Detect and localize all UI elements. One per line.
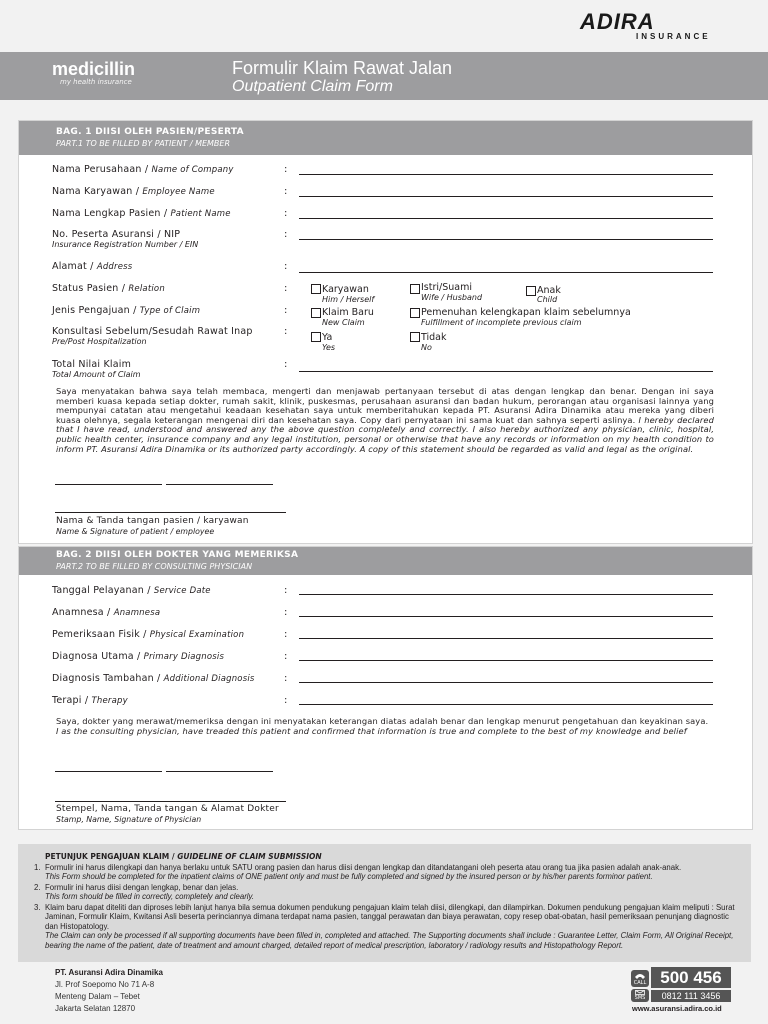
part1-title: BAG. 1 DIISI OLEH PASIEN/PESERTA <box>56 127 244 137</box>
part2-header <box>19 547 752 575</box>
field-label-anamnesa <box>52 607 160 618</box>
field-label-text: Pemeriksaan Fisik / <box>52 629 150 640</box>
colon: : <box>284 607 288 618</box>
therapy-field[interactable] <box>299 704 713 705</box>
patient-place-field[interactable] <box>55 484 162 485</box>
field-label-text: Diagnosa Utama / <box>52 651 144 662</box>
colon: : <box>284 229 288 240</box>
primary-diagnosis-field[interactable] <box>299 660 713 661</box>
status-child-label: Anak <box>537 285 561 296</box>
field-label-en: Additional Diagnosis <box>163 674 255 684</box>
physician-statement <box>56 717 714 736</box>
guideline-number: 2. <box>34 883 41 892</box>
phone-icon <box>631 970 649 987</box>
status-child-checkbox[interactable] <box>526 286 536 296</box>
guideline-text: Formulir ini harus dilengkapi dan hanya berlaku untuk SATU orang pasien dan harus diisi dengan lengkap dan ditandatangani oleh peserta atau orang tua jika pasien adalah anak-anak. <box>45 863 682 872</box>
status-spouse-label: Istri/Suami <box>421 282 472 293</box>
field-label-company <box>52 164 234 175</box>
field-label-patient <box>52 208 231 219</box>
field-label-physical-exam <box>52 629 244 640</box>
field-label-en: Name of Company <box>151 165 234 175</box>
claim-new-checkbox[interactable] <box>311 308 321 318</box>
status-employee-checkbox[interactable] <box>311 284 321 294</box>
footer-address-line: Jakarta Selatan 12870 <box>55 1004 136 1013</box>
claim-guidelines <box>18 844 751 962</box>
part1-title-en: PART.1 TO BE FILLED BY PATIENT / MEMBER <box>56 139 231 148</box>
physician-date-field[interactable] <box>166 771 273 772</box>
colon: : <box>284 359 288 370</box>
colon: : <box>284 283 288 294</box>
field-label-text: Nama Karyawan / <box>52 186 143 197</box>
call-label: CALL <box>633 980 647 986</box>
website-link[interactable]: www.asuransi.adira.co.id <box>632 1004 722 1013</box>
field-label-text: Alamat / <box>52 261 97 272</box>
footer-company: PT. Asuransi Adira Dinamika <box>55 968 163 977</box>
guideline-item <box>34 883 740 902</box>
field-label-en: Address <box>96 262 133 272</box>
patient-signature-label: Nama & Tanda tangan pasien / karyawan <box>56 516 249 526</box>
field-label-en: Physical Examination <box>149 630 245 640</box>
field-label-address <box>52 261 132 272</box>
medicillin-logo-sub: my health insurance <box>60 78 132 86</box>
form-title-en: Outpatient Claim Form <box>232 78 393 95</box>
physician-signature-field[interactable] <box>55 801 286 802</box>
guideline-text-en: The Claim can only be processed if all supporting documents have been filled in, completed and attached. The Supporting documents shall include : Guarantee Letter, Claim Form, All Original Receipt, bearing the name of the patient, date of treatment and amount charged, detailed report of medical prescription, laboratory / radiology results and Histopathology Report. <box>45 931 734 950</box>
colon: : <box>284 695 288 706</box>
patient-statement-en: I hereby declared that I have read, understood and answered any the above question completely and correctly. I also hereby authorized any physician, clinic, hospital, public health center, insurance company and any legal institution, personal or otherwise that have any records or information on my health condition to inform PT. Asuransi Adira Dinamika or its authorized party accordingly. A copy of this statement should be regarded as valid and legal as the original. <box>56 414 714 454</box>
adira-logo-sub: INSURANCE <box>636 32 711 41</box>
colon: : <box>284 186 288 197</box>
claim-new-label: Klaim Baru <box>322 307 374 318</box>
adira-logo-text: ADIRA <box>580 9 655 34</box>
colon: : <box>284 208 288 219</box>
claim-fulfillment-label: Pemenuhan kelengkapan klaim sebelumnya <box>421 307 631 318</box>
total-claim-field[interactable] <box>299 371 713 372</box>
footer-address-line: Jl. Prof Soepomo No 71 A-8 <box>55 980 155 989</box>
status-child-label-en: Child <box>537 295 558 304</box>
footer-address-line: Menteng Dalam – Tebet <box>55 992 140 1001</box>
consult-yes-label: Ya <box>322 332 333 343</box>
field-label-en: Relation <box>128 284 165 294</box>
status-employee-label-en: Him / Herself <box>322 295 375 304</box>
medicillin-logo-text: medicillin <box>52 59 136 79</box>
consult-no-label: Tidak <box>421 332 447 343</box>
guidelines-title-en: GUIDELINE OF CLAIM SUBMISSION <box>177 852 322 861</box>
part2-card <box>18 546 753 830</box>
field-label-text: Terapi / <box>52 695 92 706</box>
field-label-en: Service Date <box>153 586 211 596</box>
colon: : <box>284 305 288 316</box>
field-label-en: Employee Name <box>142 187 215 197</box>
part1-card <box>18 120 753 544</box>
consult-no-checkbox[interactable] <box>410 332 420 342</box>
address-field[interactable] <box>299 272 713 273</box>
field-label-primary-diagnosis <box>52 651 224 662</box>
status-spouse-label-en: Wife / Husband <box>421 293 483 302</box>
employee-name-field[interactable] <box>299 196 713 197</box>
physician-statement-id: Saya, dokter yang merawat/memeriksa dengan ini menyatakan keterangan diatas adalah benar dan lengkap menurut pengetahuan dan keyakinan saya. <box>56 716 709 726</box>
field-label-insurance-number-en: Insurance Registration Number / EIN <box>52 240 199 249</box>
anamnesa-field[interactable] <box>299 616 713 617</box>
guideline-text-en: This Form should be completed for the inpatient claims of ONE patient only and must be fully completed and signed by the insured person or by his/her parents forminor patient. <box>45 872 653 882</box>
call-center-number[interactable]: 500 456 <box>651 967 731 988</box>
consult-yes-checkbox[interactable] <box>311 332 321 342</box>
claim-new-label-en: New Claim <box>322 318 365 327</box>
patient-statement <box>56 387 714 454</box>
patient-name-field[interactable] <box>299 218 713 219</box>
part2-title-en: PART.2 TO BE FILLED BY CONSULTING PHYSICIAN <box>56 562 253 571</box>
guideline-number: 1. <box>34 863 41 872</box>
colon: : <box>284 629 288 640</box>
field-label-text: Jenis Pengajuan / <box>52 305 140 316</box>
claim-fulfillment-label-en: Fulfillment of incomplete previous claim <box>421 318 582 327</box>
physician-signature-label-en: Stamp, Name, Signature of Physician <box>56 815 202 824</box>
consult-yes-label-en: Yes <box>322 343 336 352</box>
field-label-text: Nama Lengkap Pasien / <box>52 208 171 219</box>
field-label-claim-type <box>52 305 200 316</box>
colon: : <box>284 164 288 175</box>
guidelines-title-id: PETUNJUK PENGAJUAN KLAIM / <box>45 852 178 861</box>
field-label-text: Diagnosis Tambahan / <box>52 673 164 684</box>
guideline-text-en: This form should be filled in correctly, completely and clearly. <box>45 892 255 902</box>
additional-diagnosis-field[interactable] <box>299 682 713 683</box>
colon: : <box>284 585 288 596</box>
patient-signature-label-en: Name & Signature of patient / employee <box>56 527 215 536</box>
service-date-field[interactable] <box>299 594 713 595</box>
guideline-item <box>34 903 740 950</box>
field-label-en: Primary Diagnosis <box>143 652 225 662</box>
guideline-number: 3. <box>34 903 41 912</box>
physical-exam-field[interactable] <box>299 638 713 639</box>
medicillin-logo <box>52 60 162 96</box>
colon: : <box>284 651 288 662</box>
claim-fulfillment-checkbox[interactable] <box>410 308 420 318</box>
field-label-text: Nama Perusahaan / <box>52 164 152 175</box>
field-label-en: Therapy <box>91 696 128 706</box>
guideline-text: Klaim baru dapat diteliti dan diproses lebih lanjut hanya bila semua dokumen pendukung pengajuan klaim telah diisi, dilengkapi, dan dilampirkan. Dokumen pendukung pengajuan klaim meliputi : Surat Jaminan, Formulir Klaim, Kwitansi Asli beserta perinciannya dimana terdapat nama pasien, tanggal perawatan dan biaya perawatan, copy resep obat-obatan, hasil pemeriksaan penunjang diagnostic dan Histopatology. <box>45 903 735 931</box>
status-spouse-checkbox[interactable] <box>410 284 420 294</box>
colon: : <box>284 326 288 337</box>
adira-insurance-logo <box>580 9 711 42</box>
physician-signature-label: Stempel, Nama, Tanda tangan & Alamat Dokter <box>56 804 279 814</box>
physician-statement-en: I as the consulting physician, have treaded this patient and confirmed that information is true and complete to the best of my knowledge and belief <box>56 725 687 736</box>
guideline-item <box>34 863 740 882</box>
field-label-total-en: Total Amount of Claim <box>52 370 141 379</box>
sms-number[interactable]: 0812 111 3456 <box>651 990 731 1002</box>
field-label-text: Anamnesa / <box>52 607 114 618</box>
field-label-additional-diagnosis <box>52 673 255 684</box>
field-label-text: Tanggal Pelayanan / <box>52 585 154 596</box>
field-label-en: Patient Name <box>170 209 231 219</box>
insurance-number-field[interactable] <box>299 239 713 240</box>
field-label-en: Anamnesa <box>113 608 161 618</box>
field-label-total: Total Nilai Klaim <box>52 359 132 370</box>
part1-header <box>19 121 752 155</box>
part2-title: BAG. 2 DIISI OLEH DOKTER YANG MEMERIKSA <box>56 550 299 560</box>
physician-place-field[interactable] <box>55 771 162 772</box>
sms-icon <box>631 989 649 1002</box>
field-label-status <box>52 283 165 294</box>
phone-glyph <box>634 972 646 980</box>
field-label-text: Status Pasien / <box>52 283 129 294</box>
form-title: Formulir Klaim Rawat Jalan <box>232 58 453 78</box>
field-label-consultation-en: Pre/Post Hospitalization <box>52 337 147 346</box>
field-label-insurance-number: No. Peserta Asuransi / NIP <box>52 229 181 240</box>
patient-date-field[interactable] <box>166 484 273 485</box>
field-label-en: Type of Claim <box>139 306 201 316</box>
field-label-employee <box>52 186 215 197</box>
guideline-text: Formulir ini harus diisi dengan lengkap, benar dan jelas. <box>45 883 239 892</box>
consult-no-label-en: No <box>421 343 432 352</box>
patient-signature-field[interactable] <box>55 512 286 513</box>
colon: : <box>284 261 288 272</box>
field-label-therapy <box>52 695 128 706</box>
sms-label: SMS <box>634 995 646 1001</box>
patient-statement-id: Saya menyatakan bahwa saya telah membaca, mengerti dan menjawab pertanyaan tersebut di atas dengan lengkap dan benar. Dengan ini saya memberi kuasa kepada setiap dokter, rumah sakit, klinik, puskesmas, perusahaan asuransi dan badan hukum, perorangan atau organisasi lainnya yang mempunyai catatan atau mengetahui keadaan kesehatan saya untuk memberitahukan kepada PT. Asuransi Adira Dinamika atau mereka yang diberi kuasa olehnya, segala keterangan mengenai diri dan kesehatan saya. Copy dari pernyataan ini sama kuat dan sahnya seperti aslinya. <box>56 386 714 425</box>
status-employee-label: Karyawan <box>322 284 369 295</box>
company-name-field[interactable] <box>299 174 713 175</box>
guidelines-title <box>45 852 322 861</box>
field-label-service-date <box>52 585 211 596</box>
field-label-consultation: Konsultasi Sebelum/Sesudah Rawat Inap <box>52 326 253 337</box>
colon: : <box>284 673 288 684</box>
